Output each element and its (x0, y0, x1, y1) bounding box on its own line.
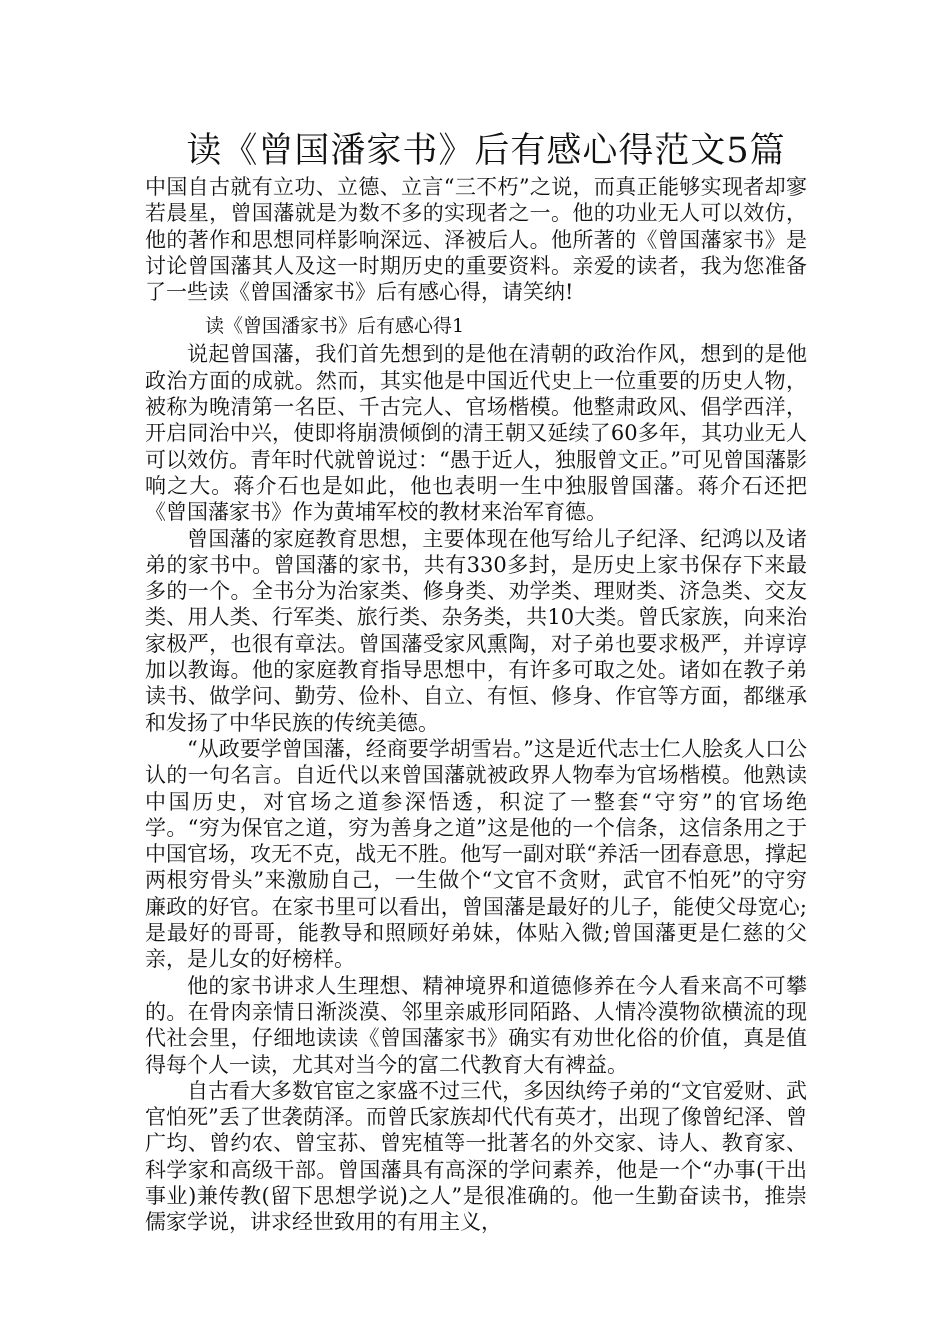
document-title: 读《曾国潘家书》后有感心得范文5篇 (186, 131, 786, 171)
body-paragraph-2: 曾国藩的家庭教育思想，主要体现在他写给儿子纪泽、纪鸿以及诸弟的家书中。曾国藩的家书，共有330多封，是历史上家书保存下来最多的一个。全书分为治家类、修身类、劝学类、理财类、济急类、交友类、用人类、行军类、旅行类、杂务类，共10大类。曾氏家族，向来治家极严，也很有章法。曾国藩受家风熏陶，对子弟也要求极严，并谆谆加以教诲。他的家庭教育指导思想中，有许多可取之处。诸如在教子弟读书、做学问、勤劳、俭朴、自立、有恒、修身、作官等方面，都继承和发扬了中华民族的传统美德。 (145, 526, 807, 735)
section-heading: 读《曾国潘家书》后有感心得1 (205, 315, 465, 338)
body-paragraph-3: “从政要学曾国藩，经商要学胡雪岩。”这是近代志士仁人脍炙人口公认的一句名言。自近代以来曾国藩就被政界人物奉为官场楷模。他熟读中国历史，对官场之道参深悟透，积淀了一整套“守穷”的官场绝学。“穷为保官之道，穷为善身之道”这是他的一个信条，这信条用之于中国官场，攻无不克，战无不胜。他写一副对联“养活一团春意思，撑起两根穷骨头”来激励自己，一生做个“文官不贪财，武官不怕死”的守穷廉政的好官。在家书里可以看出，曾国藩是最好的儿子，能使父母宽心;是最好的哥哥，能教导和照顾好弟妹，体贴入微;曾国藩更是仁慈的父亲，是儿女的好榜样。 (145, 736, 807, 972)
body-paragraph-1: 说起曾国藩，我们首先想到的是他在清朝的政治作风，想到的是他政治方面的成就。然而，其实他是中国近代史上一位重要的历史人物，被称为晚清第一名臣、千古完人、官场楷模。他整肃政风、倡学西洋，开启同治中兴，使即将崩溃倾倒的清王朝又延续了60多年，其功业无人可以效仿。青年时代就曾说过：“愚于近人，独服曾文正。”可见曾国藩影响之大。蒋介石也是如此，他也表明一生中独服曾国藩。蒋介石还把《曾国藩家书》作为黄埔军校的教材来治军育德。 (145, 342, 807, 525)
body-paragraph-4: 他的家书讲求人生理想、精神境界和道德修养在今人看来高不可攀的。在骨肉亲情日渐淡漠、邻里亲戚形同陌路、人情冷漠物欲横流的现代社会里，仔细地读读《曾国藩家书》确实有劝世化俗的价值，真是值得每个人一读，尤其对当今的富二代教育大有裨益。 (145, 973, 807, 1077)
document-page (145, 128, 807, 1236)
intro-paragraph: 中国自古就有立功、立德、立言“三不朽”之说，而真正能够实现者却寥若晨星，曾国藩就是为数不多的实现者之一。他的功业无人可以效仿，他的著作和思想同样影响深远、泽被后人。他所著的《曾国藩家书》是讨论曾国藩其人及这一时期历史的重要资料。亲爱的读者，我为您准备了一些读《曾国潘家书》后有感心得，请笑纳! (145, 175, 807, 305)
body-paragraph-5: 自古看大多数官宦之家盛不过三代，多因纨绔子弟的“文官爱财、武官怕死”丢了世袭荫泽。而曾氏家族却代代有英才，出现了像曾纪泽、曾广均、曾约农、曾宝荪、曾宪植等一批著名的外交家、诗人、教育家、科学家和高级干部。曾国藩具有高深的学问素养，他是一个“办事(干出事业)兼传教(留下思想学说)之人”是很准确的。他一生勤奋读书，推崇儒家学说，讲求经世致用的有用主义， (145, 1078, 807, 1235)
